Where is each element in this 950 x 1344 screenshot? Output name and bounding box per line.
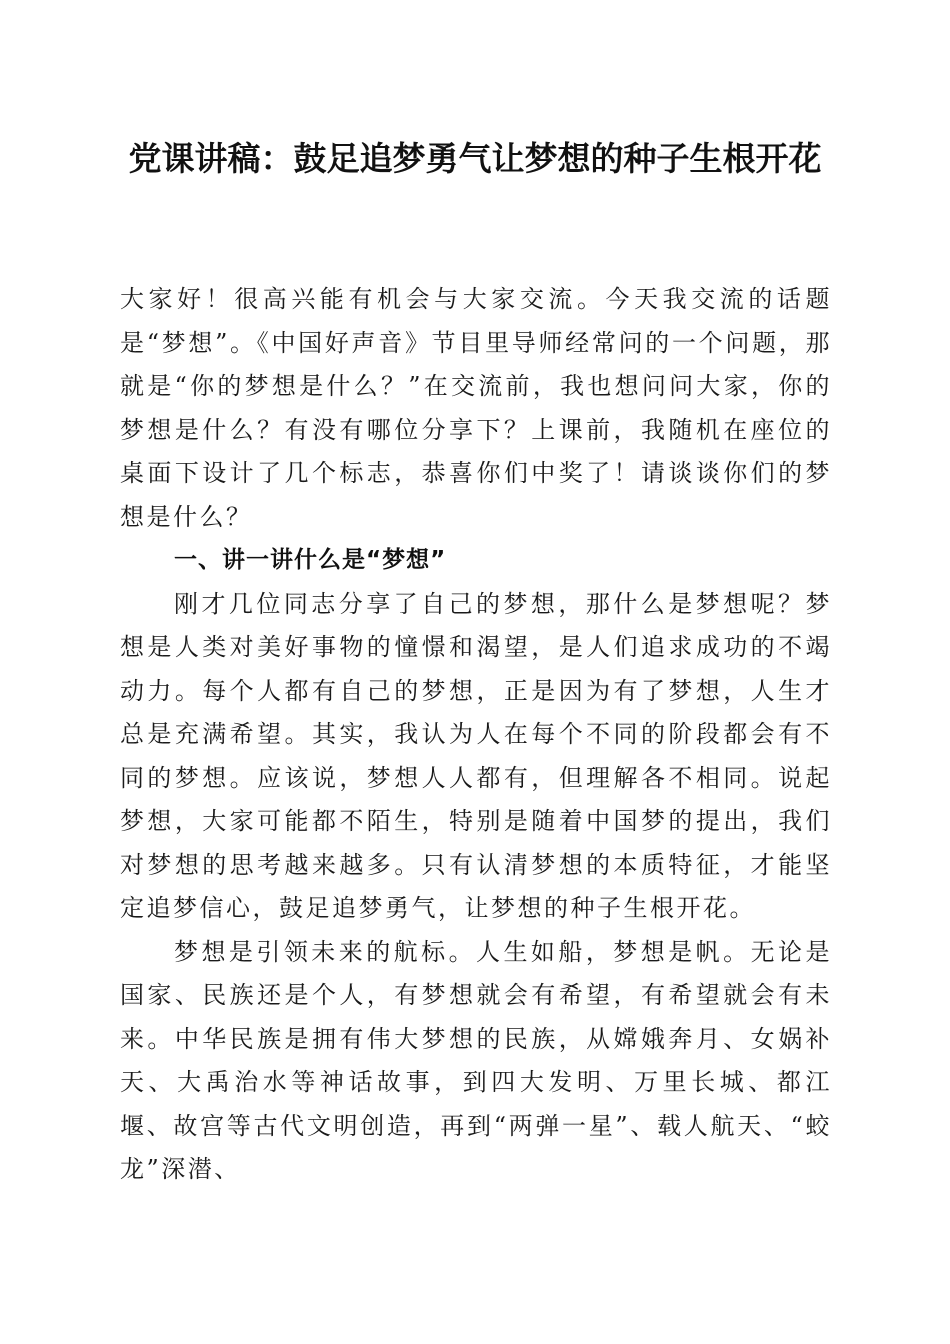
section-paragraph: 梦想是引领未来的航标。人生如船，梦想是帆。无论是国家、民族还是个人，有梦想就会有希望，有希望就会有未来。中华民族是拥有伟大梦想的民族，从嫦娥奔月、女娲补天、大禹治水等神话故事，到四大发明、万里长城、都江堰、故宫等古代文明创造，再到“两弹一星”、载人航天、“蛟龙”深潜、	[120, 937, 832, 1183]
document-title: 党课讲稿：鼓足追梦勇气让梦想的种子生根开花	[128, 139, 822, 178]
intro-paragraph: 大家好！很高兴能有机会与大家交流。今天我交流的话题是“梦想”。《中国好声音》节目里导师经常问的一个问题，那就是“你的梦想是什么？”在交流前，我也想问问大家，你的梦想是什么？有没有哪位分享下？上课前，我随机在座位的桌面下设计了几个标志，恭喜你们中奖了！请谈谈你们的梦想是什么？	[120, 285, 832, 531]
section-paragraph: 刚才几位同志分享了自己的梦想，那什么是梦想呢？梦想是人类对美好事物的憧憬和渴望，是人们追求成功的不竭动力。每个人都有自己的梦想，正是因为有了梦想，人生才总是充满希望。其实，我认为人在每个不同的阶段都会有不同的梦想。应该说，梦想人人都有，但理解各不相同。说起梦想，大家可能都不陌生，特别是随着中国梦的提出，我们对梦想的思考越来越多。只有认清梦想的本质特征，才能坚定追梦信心，鼓足追梦勇气，让梦想的种子生根开花。	[120, 589, 832, 922]
section-heading: 一、讲一讲什么是“梦想”	[174, 547, 447, 573]
document-body	[120, 278, 832, 1192]
